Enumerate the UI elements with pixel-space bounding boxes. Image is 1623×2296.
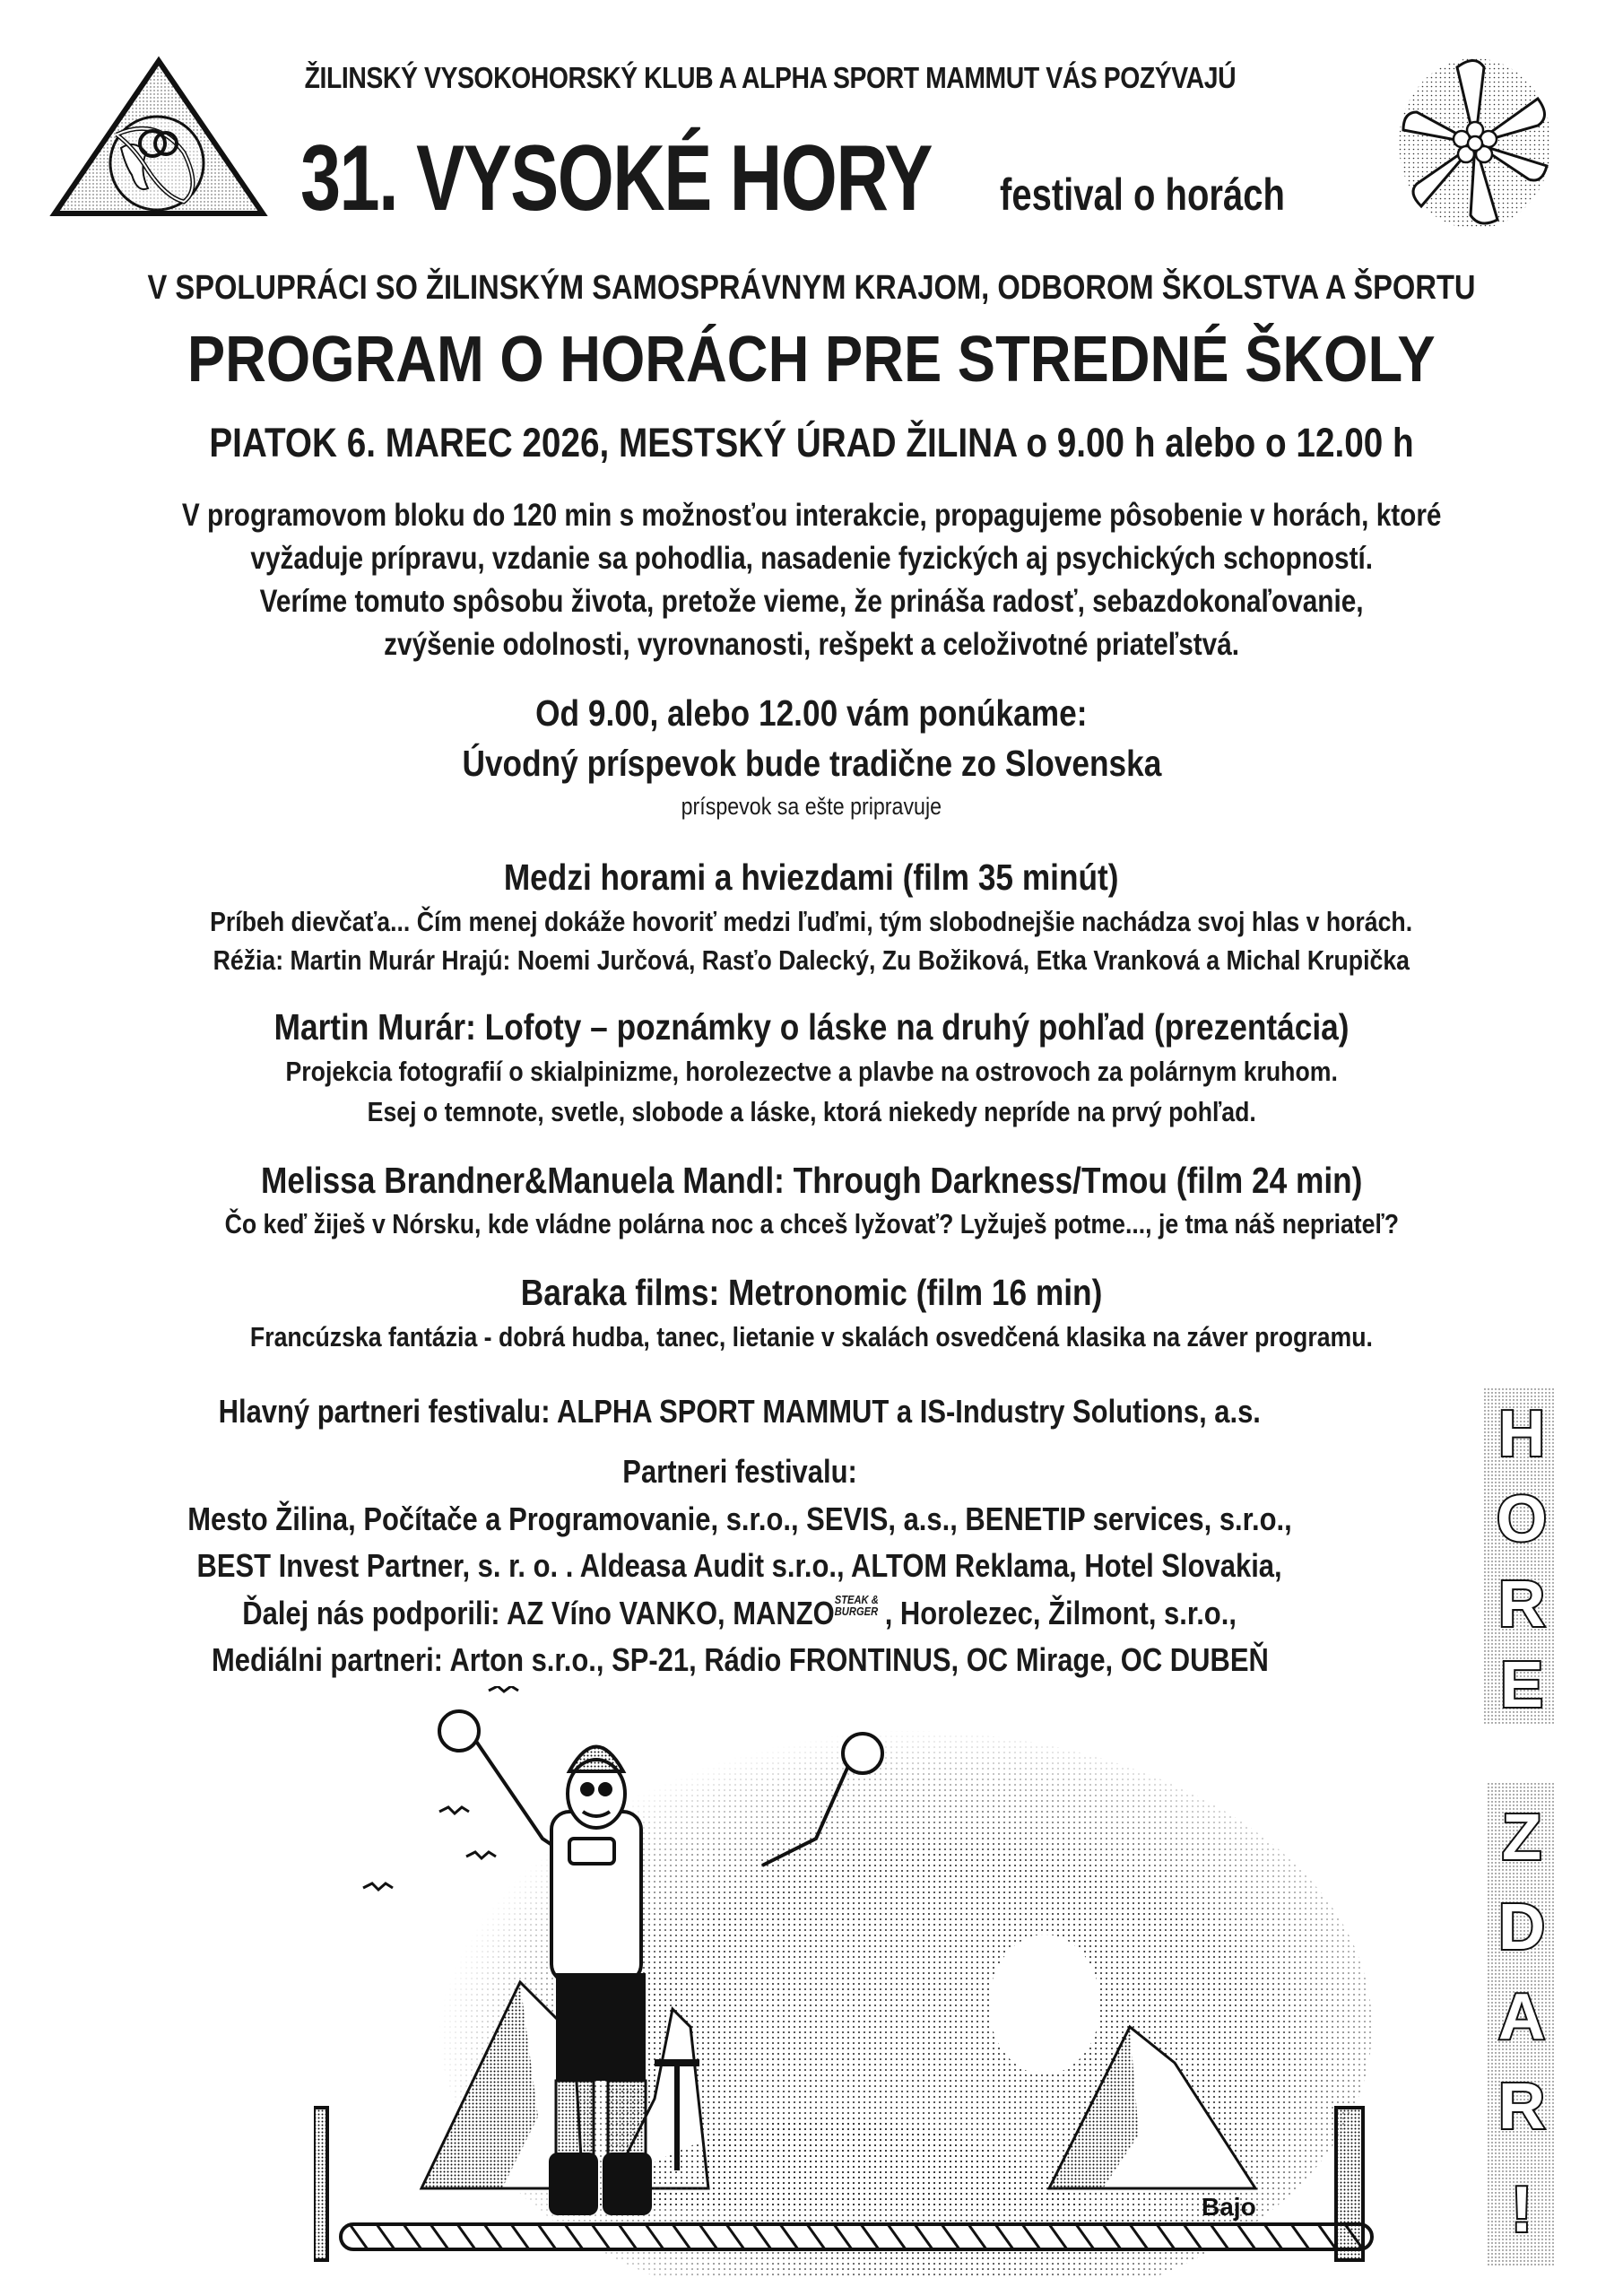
main-partners: Hlavný partneri festivalu: ALPHA SPORT MAMMUT a IS-Industry Solutions, a.s.	[218, 1393, 1262, 1430]
climber-on-summit-illustration	[314, 1686, 1435, 2278]
date-line	[0, 420, 1623, 466]
intro-line: vyžaduje prípravu, vzdanie sa pohodlia, nasadenie fyzických aj psychických schopností.	[250, 541, 1373, 576]
media-partners: Mediálni partneri: Arton s.r.o., SP-21, Rádio FRONTINUS, OC Mirage, OC DUBEŇ	[211, 1641, 1269, 1678]
program-item-title: Baraka films: Metronomic (film 16 min)	[520, 1272, 1103, 1313]
supporters-text-end: , Horolezec, Žilmont, s.r.o.,	[885, 1595, 1237, 1631]
program-item-desc: Réžia: Martin Murár Hrajú: Noemi Jurčová, Rasťo Dalecký, Zu Božiková, Etka Vranková a Michal Krupička	[213, 944, 1410, 976]
program-item-note: príspevok sa ešte pripravuje	[681, 793, 942, 820]
program-item-title: Úvodný príspevok bude tradične zo Slovenska	[462, 743, 1161, 784]
edelweiss-icon	[1394, 49, 1556, 229]
festival-title: 31. VYSOKÉ HORY	[300, 126, 932, 230]
supporters-text: Ďalej nás podporili: AZ Víno VANKO, MANZO	[242, 1595, 836, 1631]
svg-text:H: H	[1498, 1398, 1545, 1470]
program-item-desc: Francúzska fantázia - dobrá hudba, tanec, lietanie v skalách osvedčená klasika na záver programu.	[249, 1321, 1374, 1352]
program-item-desc: Príbeh dievčaťa... Čím menej dokáže hovoriť medzi ľuďmi, tým slobodnejšie nachádza svoj hlas v horách.	[210, 906, 1413, 937]
program-title	[0, 323, 1623, 396]
partners-heading: Partneri festivalu:	[622, 1453, 857, 1490]
svg-text:R: R	[1498, 1569, 1545, 1640]
svg-text:Z: Z	[1502, 1802, 1541, 1874]
intro-line: zvýšenie odolnosti, vyrovnanosti, rešpekt a celoživotné priateľstvá.	[384, 627, 1239, 662]
program-item-title: Martin Murár: Lofoty – poznámky o láske na druhý pohľad (prezentácia)	[273, 1006, 1350, 1048]
program-item-title: Melissa Brandner&Manuela Mandl: Through Darkness/Tmou (film 24 min)	[260, 1160, 1363, 1201]
svg-text:E: E	[1499, 1649, 1544, 1721]
offer-heading: Od 9.00, alebo 12.00 vám ponúkame:	[535, 692, 1088, 734]
steak-burger-logo: STEAK & BURGER	[835, 1593, 880, 1618]
club-logo	[49, 54, 269, 220]
partners-line: Mesto Žilina, Počítače a Programovanie, s.r.o., SEVIS, a.s., BENETIP services, s.r.o.,	[187, 1500, 1292, 1537]
supporters-line	[0, 1594, 1480, 1632]
invite-line: ŽILINSKÝ VYSOKOHORSKÝ KLUB A ALPHA SPORT MAMMUT VÁS POZÝVAJÚ	[304, 61, 1237, 94]
intro-line: Veríme tomuto spôsobu života, pretože vieme, že prináša radosť, sebazdokonaľovanie,	[259, 584, 1364, 619]
triangle-globe-knot-logo-icon	[49, 54, 269, 220]
program-item-desc: Čo keď žiješ v Nórsku, kde vládne polárna noc a chceš lyžovať? Lyžuješ potme..., je tma náš nepriateľ?	[224, 1208, 1399, 1239]
partners-line: BEST Invest Partner, s. r. o. . Aldeasa Audit s.r.o., ALTOM Reklama, Hotel Slovakia,	[196, 1547, 1283, 1584]
svg-text:O: O	[1496, 1483, 1548, 1555]
svg-text:!: !	[1511, 2174, 1532, 2246]
svg-text:D: D	[1498, 1892, 1545, 1963]
date-text: PIATOK 6. MAREC 2026, MESTSKÝ ÚRAD ŽILINA o 9.00 h alebo o 12.00 h	[209, 420, 1414, 465]
svg-text:A: A	[1498, 1981, 1545, 2053]
cooperation-text: V SPOLUPRÁCI SO ŽILINSKÝM SAMOSPRÁVNYM KRAJOM, ODBOROM ŠKOLSTVA A ŠPORTU	[147, 269, 1476, 307]
cooperation-line	[0, 269, 1623, 308]
svg-text:R: R	[1498, 2071, 1545, 2143]
artist-signature: Bajo	[1202, 2193, 1256, 2221]
program-item-title: Medzi horami a hviezdami (film 35 minút)	[504, 857, 1119, 898]
hore-zdar-banner	[1484, 1388, 1556, 2276]
program-item-desc: Projekcia fotografií o skialpinizme, horolezectve a plavbe na ostrovoch za polárnym kruhom.	[285, 1056, 1338, 1087]
festival-subtitle: festival o horách	[1000, 170, 1285, 220]
intro-line: V programovom bloku do 120 min s možnosťou interakcie, propagujeme pôsobenie v horách, ktoré	[181, 498, 1442, 533]
program-item-desc: Esej o temnote, svetle, slobode a láske, ktorá niekedy nepríde na prvý pohľad.	[367, 1096, 1256, 1127]
festival-title-row	[300, 126, 1285, 232]
program-title-text: PROGRAM O HORÁCH PRE STREDNÉ ŠKOLY	[187, 324, 1436, 396]
